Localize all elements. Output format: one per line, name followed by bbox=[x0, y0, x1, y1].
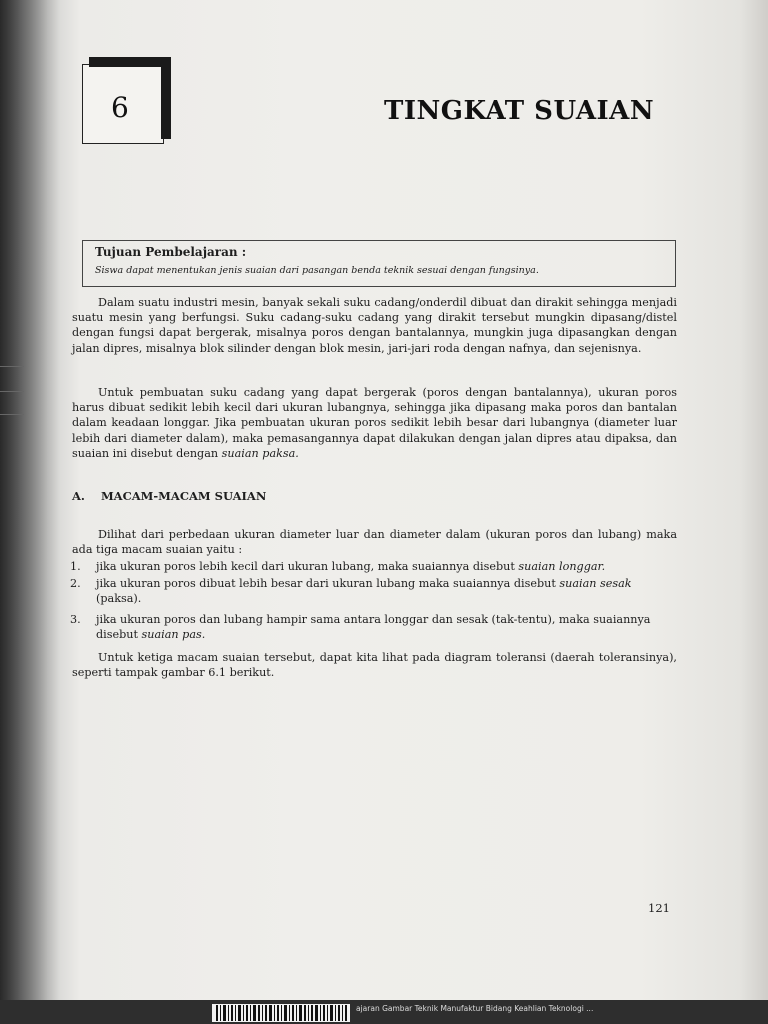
learning-objective-box bbox=[82, 240, 676, 287]
footer-text: ajaran Gambar Teknik Manufaktur Bidang Keahlian Teknologi ... bbox=[356, 1004, 594, 1013]
paragraph-2 bbox=[72, 385, 677, 461]
list-text-main: jika ukuran poros lebih kecil dari ukuran lubang, maka suaiannya disebut bbox=[96, 560, 519, 573]
list-text bbox=[96, 612, 674, 642]
list-term: suaian pas. bbox=[141, 628, 206, 642]
paragraph-1: Dalam suatu industri mesin, banyak sekali suku cadang/onderdil dibuat dan dirakit sehingga menjadi suatu mesin yang berfungsi. Suku cadang-suku cadang yang dirakit tersebut mungkin dipasang/distel dengan fungsi dapat bergerak, misalnya poros dengan bantalannya, mungkin juga dipasangkan dengan jalan dipres, misalnya blok silinder dengan blok mesin, jari-jari roda dengan nafnya, dan sejenisnya. bbox=[72, 296, 677, 355]
list-number: 3. bbox=[70, 613, 81, 626]
list-term: suaian longgar. bbox=[518, 560, 606, 573]
list-number: 1. bbox=[70, 560, 81, 573]
left-margin-rule bbox=[0, 414, 24, 415]
chapter-number-box bbox=[82, 64, 164, 144]
paragraph-2-term: suaian paksa. bbox=[221, 446, 299, 460]
section-title: MACAM-MACAM SUAIAN bbox=[100, 489, 267, 503]
closing-paragraph: Untuk ketiga macam suaian tersebut, dapat kita lihat pada diagram toleransi (daerah toleransinya), seperti tampak gambar 6.1 berikut. bbox=[72, 651, 677, 680]
barcode bbox=[212, 1004, 350, 1022]
spine-shadow bbox=[0, 0, 60, 1000]
section-letter: A. bbox=[72, 489, 85, 503]
left-margin-rule bbox=[0, 391, 24, 392]
page-number: 121 bbox=[648, 901, 670, 915]
list-term: suaian sesak bbox=[559, 577, 632, 590]
objective-text: Siswa dapat menentukan jenis suaian dari pasangan benda teknik sesuai dengan fungsinya. bbox=[95, 265, 539, 276]
list-text-after: (paksa). bbox=[96, 592, 142, 606]
chapter-title: TINGKAT SUAIAN bbox=[384, 96, 655, 126]
list-text-main: jika ukuran poros dibuat lebih besar dari ukuran lubang maka suaiannya disebut bbox=[96, 577, 560, 590]
left-margin-rule bbox=[0, 366, 24, 367]
list-text-main: jika ukuran poros dan lubang hampir sama antara longgar dan sesak (tak-tentu), maka suaiannya disebut bbox=[96, 613, 651, 642]
chapter-number: 6 bbox=[111, 91, 129, 124]
barcode-icon bbox=[212, 1004, 350, 1022]
objective-label: Tujuan Pembelajaran : bbox=[95, 245, 247, 259]
list-text bbox=[96, 559, 674, 574]
section-heading bbox=[72, 489, 266, 503]
section-intro: Dilihat dari perbedaan ukuran diameter luar dan diameter dalam (ukuran poros dan lubang) maka ada tiga macam suaian yaitu : bbox=[72, 528, 677, 557]
list-text bbox=[96, 576, 674, 606]
paragraph-2-text: Untuk pembuatan suku cadang yang dapat bergerak (poros dengan bantalannya), ukuran poros harus dibuat sedikit lebih kecil dari ukuran lubangnya, sehingga jika dipasang maka poros dan bantalan dalam keadaan longgar. Jika pembuatan ukuran poros sedikit lebih besar dari lubangnya (diameter luar lebih dari diameter dalam), maka pemasangannya dapat dilakukan dengan jalan dipres atau dipaksa, dan suaian ini disebut dengan bbox=[72, 386, 677, 460]
list-number: 2. bbox=[70, 577, 81, 590]
